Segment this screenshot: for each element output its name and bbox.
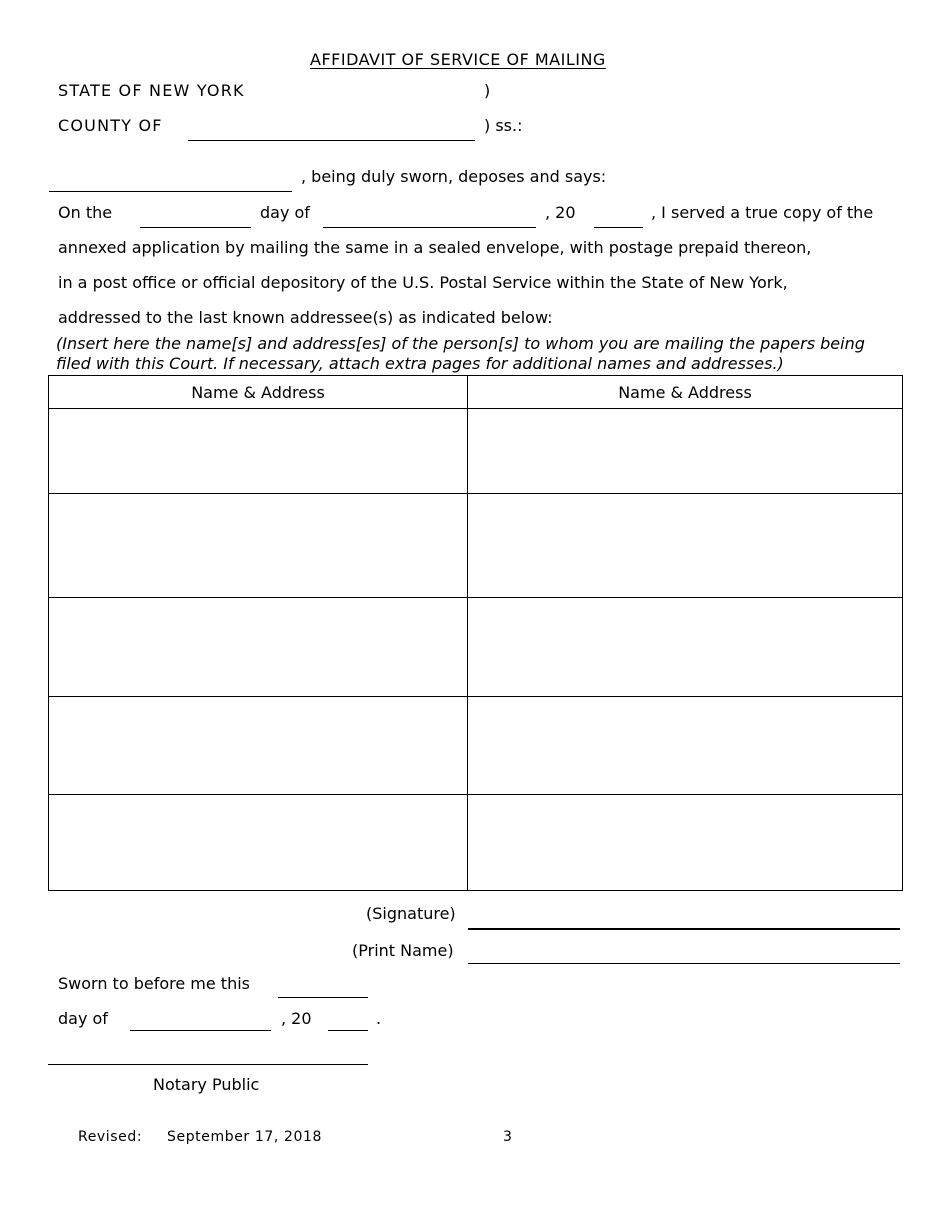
table-row [49, 697, 903, 795]
jurat-period: . [376, 1009, 382, 1028]
body-line-3: in a post office or official depository of the U.S. Postal Service within the State of New York, [58, 273, 788, 292]
address-cell[interactable] [49, 494, 468, 598]
deponent-name-field[interactable] [49, 167, 292, 191]
county-field[interactable] [188, 116, 475, 140]
address-cell[interactable] [468, 598, 903, 697]
service-year-underline [594, 227, 643, 228]
table-row [49, 409, 903, 494]
state-label: STATE OF NEW YORK [58, 81, 245, 100]
address-cell[interactable] [468, 494, 903, 598]
signature-label: (Signature) [366, 904, 456, 923]
address-cell[interactable] [49, 598, 468, 697]
addressee-table [48, 375, 903, 891]
address-cell[interactable] [468, 795, 903, 891]
jurat-day-field[interactable] [278, 974, 368, 998]
notary-signature-underline [48, 1064, 368, 1065]
body-line-2: annexed application by mailing the same in a sealed envelope, with postage prepaid thereon, [58, 238, 812, 257]
served-text: , I served a true copy of the [651, 203, 874, 222]
sworn-text: , being duly sworn, deposes and says: [301, 167, 607, 186]
ss-label: ) ss.: [484, 116, 523, 135]
table-row [49, 598, 903, 697]
address-cell[interactable] [468, 409, 903, 494]
page-number: 3 [503, 1129, 513, 1145]
service-month-underline [323, 227, 536, 228]
jurat-day-of-label: day of [58, 1009, 108, 1028]
address-cell[interactable] [49, 795, 468, 891]
day-of-label: day of [260, 203, 310, 222]
on-the-label: On the [58, 203, 113, 222]
service-year-field[interactable] [594, 203, 643, 227]
signature-field[interactable] [468, 904, 900, 928]
service-month-field[interactable] [323, 203, 536, 227]
service-day-underline [140, 227, 251, 228]
venue-paren: ) [484, 81, 491, 100]
address-cell[interactable] [468, 697, 903, 795]
revised-date: September 17, 2018 [167, 1129, 322, 1145]
form-title: AFFIDAVIT OF SERVICE OF MAILING [310, 50, 606, 69]
address-cell[interactable] [49, 697, 468, 795]
jurat-month-field[interactable] [130, 1007, 271, 1031]
service-day-field[interactable] [140, 203, 251, 227]
print-name-underline [468, 963, 900, 964]
county-label: COUNTY OF [58, 116, 163, 135]
table-row [49, 795, 903, 891]
jurat-year-field[interactable] [328, 1007, 368, 1031]
deponent-name-underline [49, 191, 292, 192]
jurat-year-prefix: , 20 [281, 1009, 312, 1028]
sworn-before-label: Sworn to before me this [58, 974, 250, 993]
column-header-left: Name & Address [49, 376, 468, 409]
year-prefix-label: , 20 [545, 203, 576, 222]
notary-signature-field[interactable] [48, 1040, 368, 1064]
table-header-row [49, 376, 903, 409]
instruction-line-1: (Insert here the name[s] and address[es] of the person[s] to whom you are mailing the papers being [56, 334, 865, 353]
column-header-right: Name & Address [468, 376, 903, 409]
jurat-year-underline [328, 1030, 368, 1031]
table-row [49, 494, 903, 598]
print-name-label: (Print Name) [352, 941, 454, 960]
county-underline [188, 140, 475, 141]
jurat-month-underline [130, 1030, 271, 1031]
revised-label: Revised: [78, 1129, 143, 1145]
jurat-day-underline [278, 997, 368, 998]
notary-public-label: Notary Public [153, 1075, 260, 1094]
body-line-4: addressed to the last known addressee(s) as indicated below: [58, 308, 553, 327]
instruction-line-2: filed with this Court. If necessary, attach extra pages for additional names and addresses.) [56, 354, 784, 373]
address-cell[interactable] [49, 409, 468, 494]
signature-underline [468, 928, 900, 930]
print-name-field[interactable] [468, 939, 900, 963]
